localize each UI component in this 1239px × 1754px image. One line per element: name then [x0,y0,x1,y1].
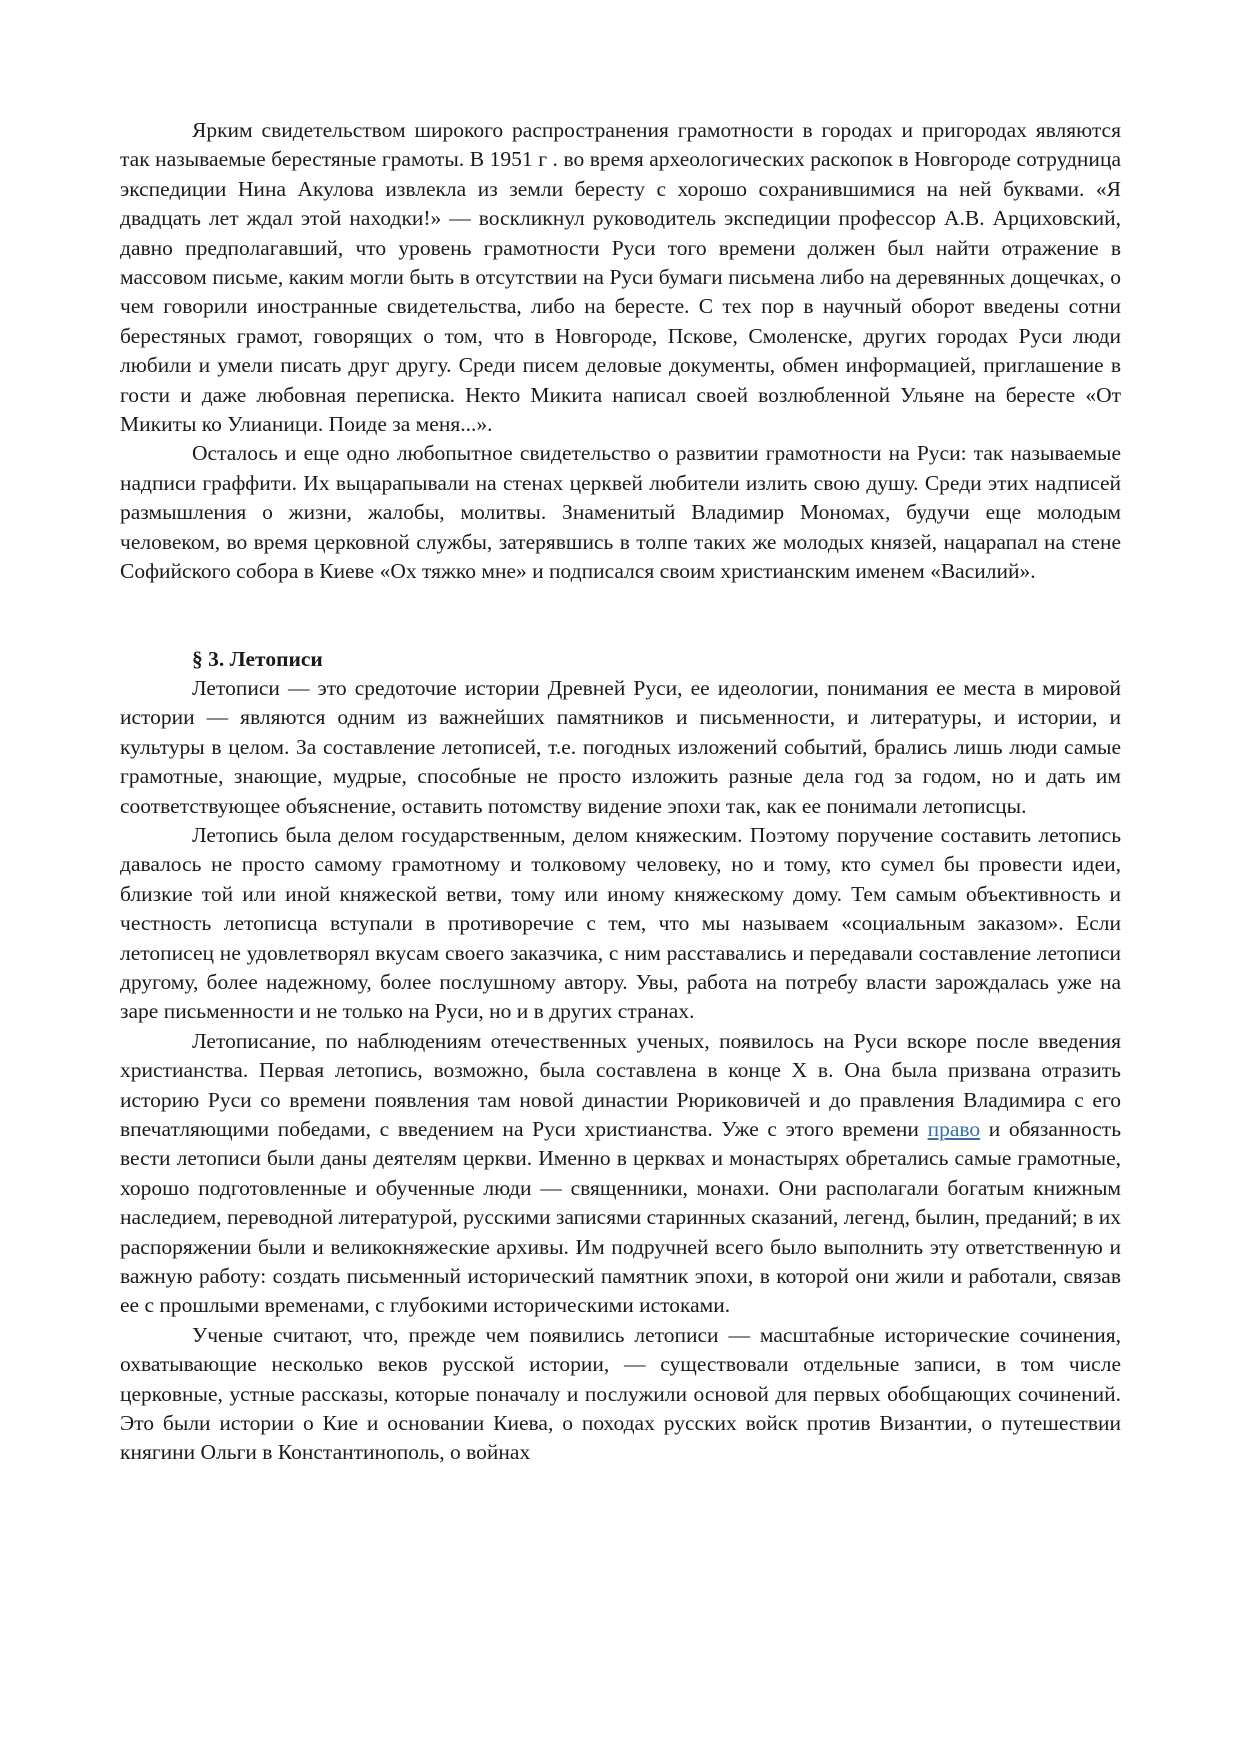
paragraph-chronicles-origin [120,1027,1121,1321]
paragraph-chronicles-state: Летопись была делом государственным, делом княжеским. Поэтому поручение составить летопись давалось не просто самому грамотному и толковому человеку, но и тому, кто сумел бы провести идеи, близкие той или иной княжеской ветви, тому или иному княжескому дому. Тем самым объективность и честность летописца вступали в противоречие с тем, что мы называем «социальным заказом». Если летописец не удовлетворял вкусам своего заказчика, с ним расставались и передавали составление летописи другому, более надежному, более послушному автору. Увы, работа на потребу власти зарождалась уже на заре письменности и не только на Руси, но и в других странах. [120,822,1121,1024]
paragraph-chronicles-sources: Ученые считают, что, прежде чем появились летописи — масштабные исторические сочинения, охватывающие несколько веков русской истории, — существовали отдельные записи, в том числе церковные, устные рассказы, которые поначалу и послужили основой для первых обобщающих сочинений. Это были истории о Кие и основании Киева, о походах русских войск против Византии, о путешествии княгини Ольги в Константинополь, о войнах [120,1322,1121,1465]
paragraph-chronicles-intro: Летописи — это средоточие истории Древней Руси, ее идеологии, понимания ее места в мировой истории — являются одним из важнейших памятников и письменности, и литературы, и истории, и культуры в целом. За составление летописей, т.е. погодных изложений событий, брались лишь люди самые грамотные, знающие, мудрые, способные не просто изложить разные дела год за годом, но и дать им соответствующее объяснение, оставить потомству видение эпохи так, как ее понимали летописцы. [120,675,1121,818]
section-heading: § 3. Летописи [192,646,323,671]
section-spacer [120,587,1121,645]
paragraph-text-after-link: и обязанность вести летописи были даны деятелям церкви. Именно в церквах и монастырях обретались самые грамотные, хорошо подготовленные и обученные люди — священники, монахи. Они располагали богатым книжным наследием, переводной литературой, русскими записями старинных сказаний, легенд, былин, преданий; в их распоряжении были и великокняжеские архивы. Им подручней всего было выполнить эту ответственную и важную работу: создать письменный исторический памятник эпохи, в которой они жили и работали, связав ее с прошлыми временами, с глубокими историческими истоками. [120,1117,1121,1318]
pravo-link[interactable]: право [927,1117,981,1141]
paragraph-graffiti: Осталось и еще одно любопытное свидетельство о развитии грамотности на Руси: так называемые надписи граффити. Их выцарапывали на стенах церквей любители излить свою душу. Среди этих надписей размышления о жизни, жалобы, молитвы. Знаменитый Владимир Мономах, будучи еще молодым человеком, во время церковной службы, затерявшись в толпе таких же молодых князей, нацарапал на стене Софийского собора в Киеве «Ох тяжко мне» и подписался своим христианским именем «Василий». [120,441,1121,584]
paragraph-birch-bark-letters: Ярким свидетельством широкого распространения грамотности в городах и пригородах являются так называемые берестяные грамоты. В 1951 г . во время археологических раскопок в Новгороде сотрудница экспедиции Нина Акулова извлекла из земли бересту с хорошо сохранившимися на ней буквами. «Я двадцать лет ждал этой находки!» — воскликнул руководитель экспедиции профессор А.В. Арциховский, давно предполагавший, что уровень грамотности Руси того времени должен был найти отражение в массовом письме, каким могли быть в отсутствии на Руси бумаги письмена либо на деревянных дощечках, о чем говорили иностранные свидетельства, либо на бересте. С тех пор в научный оборот введены сотни берестяных грамот, говорящих о том, что в Новгороде, Пскове, Смоленске, других городах Руси люди любили и умели писать друг другу. Среди писем деловые документы, обмен информацией, приглашение в гости и даже любовная переписка. Некто Микита написал своей возлюбленной Ульяне на бересте «От Микиты ко Улианици. Поиде за меня...». [120,118,1121,437]
paragraph-text-before-link: Летописание, по наблюдениям отечественных ученых, появилось на Руси вскоре после введения христианства. Первая летопись, возможно, была составлена в конце X в. Она была призвана отразить историю Руси со времени появления там новой династии Рюриковичей и до правления Владимира с его впечатляющими победами, с введением на Руси христианства. Уже с этого времени [120,1028,1121,1141]
